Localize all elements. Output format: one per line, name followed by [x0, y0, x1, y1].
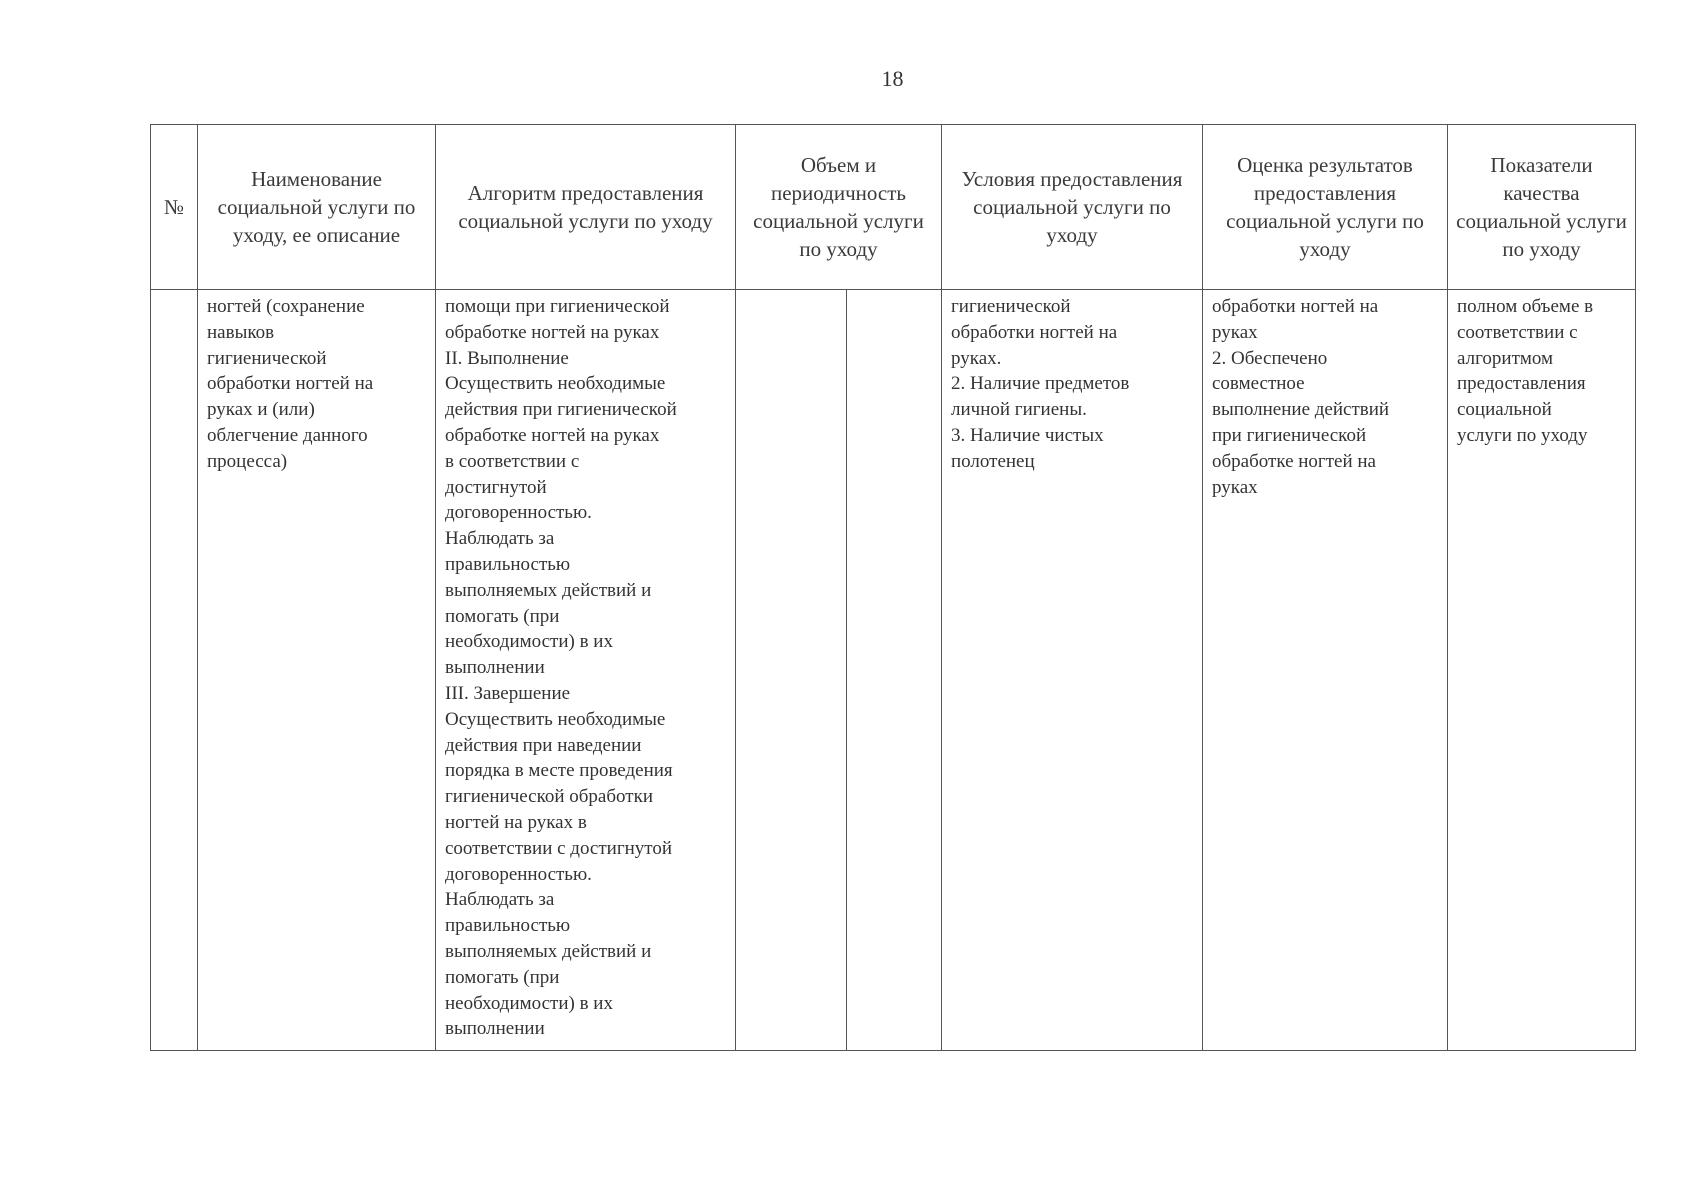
text-line: процесса) — [207, 450, 288, 472]
cell-number — [151, 290, 198, 1051]
text-line: 3. Наличие чистых — [951, 424, 1104, 446]
text-line: помощи при гигиенической — [445, 296, 670, 317]
text-line: выполняемых действий и — [445, 579, 652, 601]
text-line: социальной — [1457, 399, 1552, 421]
header-evaluation: Оценка результатов предоставления социальной услуги по уходу — [1203, 125, 1448, 290]
cell-volume — [736, 290, 942, 1051]
cell-algorithm — [436, 290, 736, 1051]
text-line: порядка в месте проведения — [445, 760, 673, 782]
text-line: услуги по уходу — [1457, 424, 1588, 446]
cell-evaluation — [1203, 290, 1448, 1051]
text-line: выполнении — [445, 657, 545, 679]
text-line: предоставления — [1457, 373, 1586, 395]
text-line: действия при гигиенической — [445, 399, 677, 421]
text-line: 2. Обеспечено — [1212, 347, 1328, 369]
text-line: ногтей на руках в — [445, 811, 587, 833]
text-line: Наблюдать за — [445, 889, 555, 911]
text-line: в соответствии с — [445, 450, 580, 472]
text-line: руках и (или) — [207, 399, 315, 421]
text-line: выполнении — [445, 1018, 545, 1040]
text-line: обработки ногтей на — [951, 321, 1118, 343]
text-line: алгоритмом — [1457, 347, 1554, 369]
text-line: при гигиенической — [1212, 424, 1367, 446]
cell-quality — [1448, 290, 1636, 1051]
text-line: действия при наведении — [445, 734, 642, 756]
text-line: соответствии с достигнутой — [445, 837, 673, 859]
cell-service-name — [198, 290, 436, 1051]
header-algorithm: Алгоритм предоставления социальной услуги по уходу — [436, 125, 736, 290]
table-row — [151, 290, 1636, 1051]
text-line: правильностью — [445, 553, 571, 575]
text-line: гигиенической — [207, 347, 327, 369]
header-conditions: Условия предоставления социальной услуги по уходу — [942, 125, 1203, 290]
page-number: 18 — [881, 66, 904, 91]
text-line: обработке ногтей на — [1212, 450, 1376, 472]
text-line: III. Завершение — [445, 682, 571, 704]
text-line: II. Выполнение — [445, 347, 569, 369]
text-line: руках. — [951, 347, 1002, 369]
volume-inner-divider — [846, 290, 847, 1050]
text-line: совместное — [1212, 373, 1305, 395]
text-line: обработке ногтей на руках — [445, 424, 660, 446]
header-volume: Объем и периодичность социальной услуги по уходу — [736, 125, 942, 290]
text-line: руках — [1212, 476, 1258, 498]
text-line: выполнение действий — [1212, 399, 1390, 421]
text-line: соответствии с — [1457, 321, 1578, 343]
text-line: ногтей (сохранение — [207, 296, 365, 317]
text-line: руках — [1212, 321, 1258, 343]
text-line: обработке ногтей на руках — [445, 321, 660, 343]
text-line: Осуществить необходимые — [445, 708, 666, 730]
text-line: полном объеме в — [1457, 296, 1594, 317]
text-line: договоренностью. — [445, 502, 592, 524]
cell-conditions — [942, 290, 1203, 1051]
text-line: навыков — [207, 321, 275, 343]
text-line: помогать (при — [445, 966, 560, 988]
header-number: № — [151, 125, 198, 290]
text-line: Наблюдать за — [445, 528, 555, 550]
text-line: правильностью — [445, 915, 571, 937]
text-line: личной гигиены. — [951, 399, 1087, 421]
text-line: необходимости) в их — [445, 631, 613, 653]
text-line: помогать (при — [445, 605, 560, 627]
text-line: необходимости) в их — [445, 992, 613, 1014]
table-header-row — [151, 125, 1636, 290]
text-line: достигнутой — [445, 476, 547, 498]
text-line: обработки ногтей на — [207, 373, 374, 395]
services-table — [150, 124, 1636, 1051]
text-line: гигиенической обработки — [445, 786, 653, 808]
text-line: договоренностью. — [445, 863, 592, 885]
text-line: облегчение данного — [207, 424, 368, 446]
text-line: гигиенической — [951, 296, 1071, 317]
text-line: Осуществить необходимые — [445, 373, 666, 395]
header-service-name: Наименование социальной услуги по уходу, ее описание — [198, 125, 436, 290]
text-line: обработки ногтей на — [1212, 296, 1379, 317]
text-line: 2. Наличие предметов — [951, 373, 1130, 395]
text-line: полотенец — [951, 450, 1035, 472]
text-line: выполняемых действий и — [445, 940, 652, 962]
header-quality: Показатели качества социальной услуги по уходу — [1448, 125, 1636, 290]
